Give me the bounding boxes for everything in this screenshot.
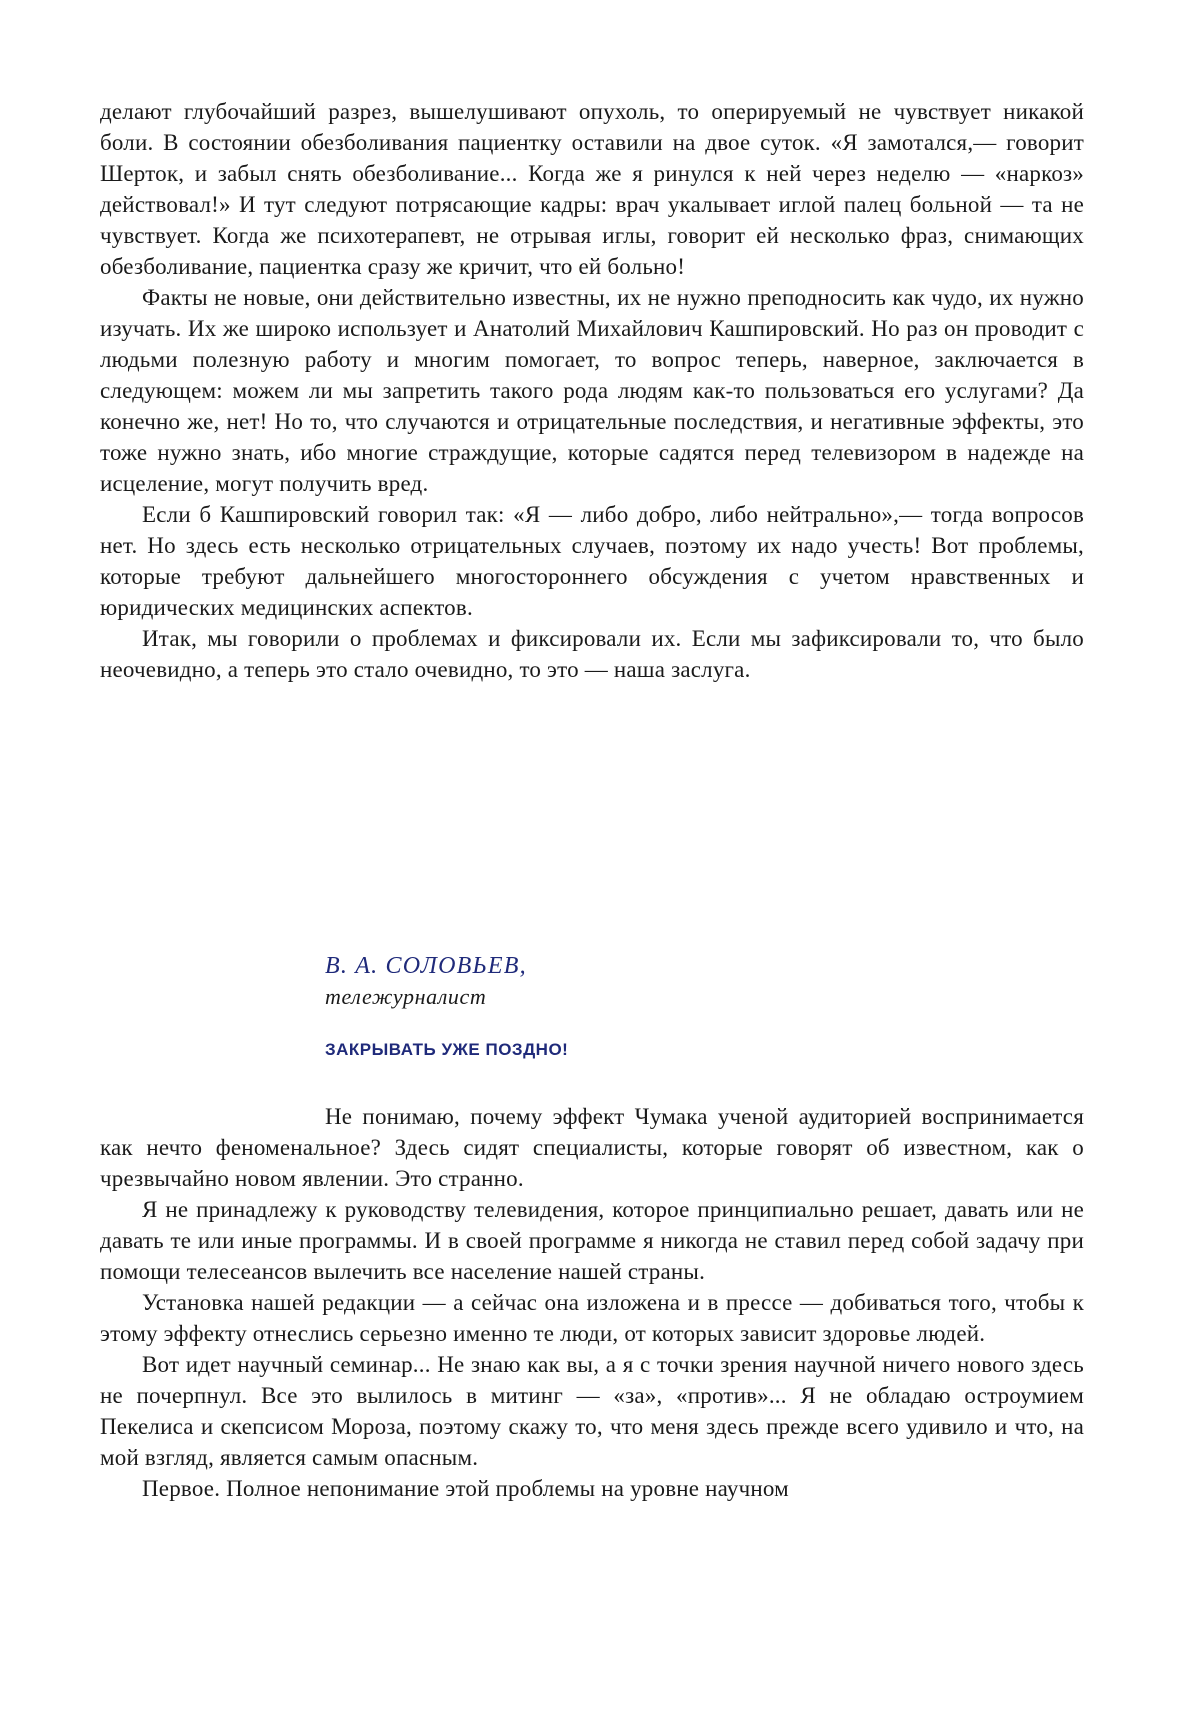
paragraph: делают глубочайший разрез, вышелушивают опухоль, то оперируемый не чувствует никакой боли. В состоянии обезболивания пациентку оставили на двое суток. «Я замотался,— говорит Шерток, и забыл снять обезболивание... Когда же я ринулся к ней через неделю — «наркоз» действовал!» И тут следуют потрясающие кадры: врач укалывает иглой палец больной — та не чувствует. Когда же психотерапевт, не отрывая иглы, говорит ей несколько фраз, снимающих обезболивание, пациентка сразу же кричит, что ей больно! [100,99,1084,279]
paragraph: Итак, мы говорили о проблемах и фиксировали их. Если мы зафиксировали то, что было неочевидно, а теперь это стало очевидно, то это — наша заслуга. [100,626,1084,682]
author-byline [325,950,1025,1012]
paragraph: Первое. Полное непонимание этой проблемы на уровне научном [142,1476,789,1501]
article-body [100,1101,1084,1504]
paragraph: Если б Кашпировский говорил так: «Я — либо добро, либо нейтрально»,— тогда вопросов нет. Но здесь есть несколько отрицательных случаев, поэтому их надо учесть! Вот проблемы, которые требуют дальнейшего многостороннего обсуждения с учетом нравственных и юридических медицинских аспектов. [100,502,1084,620]
paragraph: Я не принадлежу к руководству телевидения, которое принципиально решает, давать или не давать те или иные программы. И в своей программе я никогда не ставил перед собой задачу при помощи телесеансов вылечить все население нашей страны. [100,1197,1084,1284]
paragraph: Не понимаю, почему эффект Чумака ученой аудиторией воспринимается как нечто феноменальное? Здесь сидят специалисты, которые говорят об известном, как о чрезвычайно новом явлении. Это странно. [100,1104,1084,1191]
paragraph: Факты не новые, они действительно известны, их не нужно преподносить как чудо, их нужно изучать. Их же широко использует и Анатолий Михайлович Кашпировский. Но раз он проводит с людьми полезную работу и многим помогает, то вопрос теперь, наверное, заключается в следующем: можем ли мы запретить такого рода людям как-то пользоваться его услугами? Да конечно же, нет! Но то, что случаются и отрицательные последствия, и негативные эффекты, это тоже нужно знать, ибо многие страждущие, которые садятся перед телевизором в надежде на исцеление, могут получить вред. [100,285,1084,496]
previous-article-continuation [100,96,1084,685]
paragraph: Вот идет научный семинар... Не знаю как вы, а я с точки зрения научной ничего нового здесь не почерпнул. Все это вылилось в митинг — «за», «против»... Я не обладаю остроумием Пекелиса и скепсисом Мороза, поэтому скажу то, что меня здесь прежде всего удивило и что, на мой взгляд, является самым опасным. [100,1352,1084,1470]
article-title: ЗАКРЫВАТЬ УЖЕ ПОЗДНО! [325,1040,569,1059]
paragraph: Установка нашей редакции — а сейчас она изложена и в прессе — добиваться того, чтобы к этому эффекту отнеслись серьезно именно те люди, от которых зависит здоровье людей. [100,1290,1084,1346]
author-name: В. А. СОЛОВЬЕВ, [325,953,527,979]
author-role: тележурналист [325,984,487,1009]
